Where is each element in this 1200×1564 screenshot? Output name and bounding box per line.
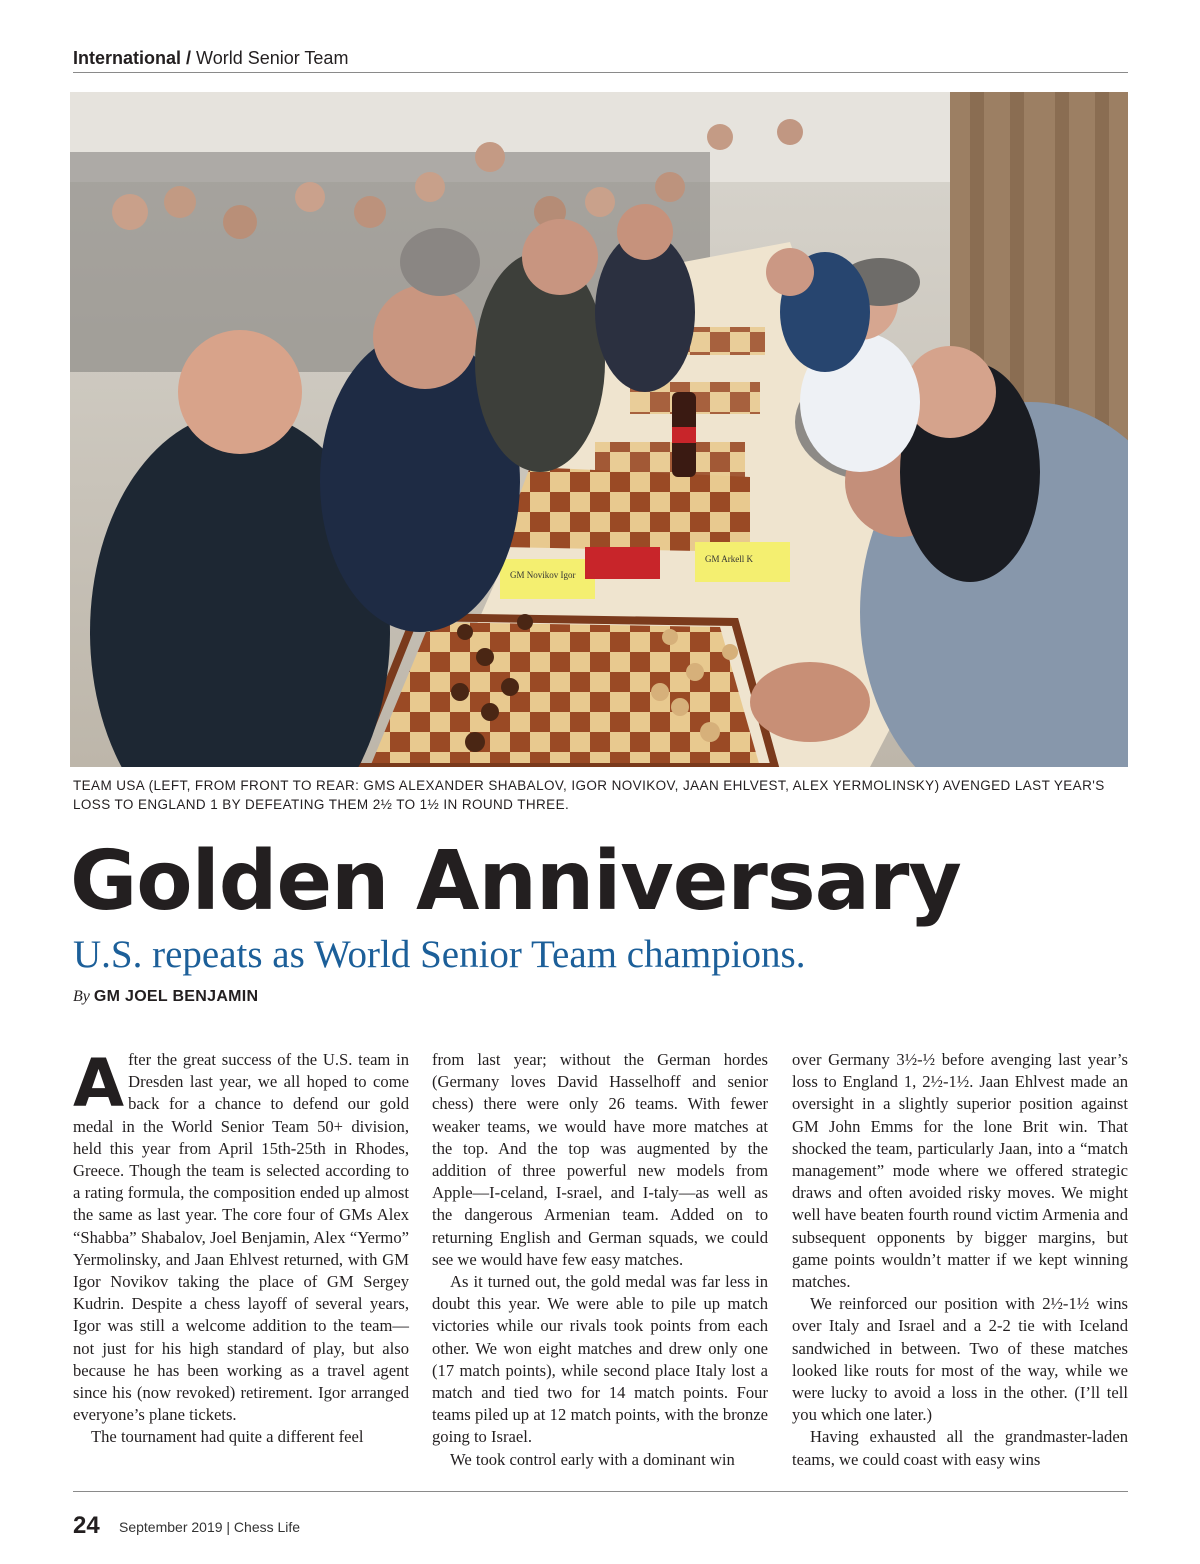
body-column-2 xyxy=(432,1049,768,1471)
byline-prefix: By xyxy=(73,988,90,1005)
body-column-3 xyxy=(792,1049,1128,1471)
paragraph: Having exhausted all the grandmaster-laden teams, we could coast with easy wins xyxy=(792,1427,1128,1469)
paragraph: We took control early with a dominant win xyxy=(450,1449,735,1469)
paragraph: over Germany 3½-½ before avenging last year’s loss to England 1, 2½-1½. Jaan Ehlvest made an oversight in a slightly superior position against GM John Emms for the lone Brit win. That shocked the team, particularly Jaan, into a “match management” mode where we offered strategic draws and often avoided risky moves. We might well have beaten fourth round victim Armenia and subsequent opponents by bigger margins, but game points wouldn’t matter if we kept winning matches. xyxy=(792,1050,1128,1292)
paragraph: As it turned out, the gold medal was far less in doubt this year. We were able to pile up match victories while our rivals took points from each other. We won eight matches and drew only one (17 match points), while second place Italy lost a match and tied two for 14 match points. Four teams piled up at 12 match points, with the bronze going to Israel. xyxy=(432,1272,768,1447)
body-column-1 xyxy=(73,1045,409,1449)
photo-caption: TEAM USA (LEFT, FROM FRONT TO REAR: GMS ALEXANDER SHABALOV, IGOR NOVIKOV, JAAN EHLVEST, ALEX YERMOLINSKY) AVENGED LAST YEAR'S LOSS TO ENGLAND 1 BY DEFEATING THEM 2½ TO 1½ IN ROUND THREE. xyxy=(73,778,1105,812)
paragraph: from last year; without the German hordes (Germany loves David Hasselhoff and senior chess) there were only 26 teams. With fewer weaker teams, we would have more matches at the top. And the top was augmented by the addition of three powerful new models from Apple—I-celand, I-srael, and I-taly—as well as the dangerous Armenian team. Added on to returning English and German squads, we could see we would have few easy matches. xyxy=(432,1050,768,1269)
paragraph-text: fter the great success of the U.S. team in Dresden last year, we all hoped to come back for a chance to defend our gold medal in the World Senior Team 50+ division, held this year from April 15th-25th in Rhodes, Greece. Though the team is selected according to a rating formula, the composition ended up almost the same as last year. The core four of GMs Alex “Shabba” Shabalov, Joel Benjamin, Alex “Yermo” Yermolinsky, and Jaan Ehlvest returned, with GM Igor Novikov taking the place of GM Sergey Kudrin. Despite a chess layoff of several years, Igor was still a welcome addition to the team—not just for his high standard of play, but also because he has been working as a travel agent since his (now revoked) retirement. Igor arranged everyone’s plane tickets. xyxy=(73,1050,409,1425)
page-number: 24 xyxy=(73,1512,100,1539)
running-header xyxy=(73,46,1128,73)
author-name: GM JOEL BENJAMIN xyxy=(93,988,259,1005)
article-subtitle: U.S. repeats as World Senior Team champions. xyxy=(73,933,806,976)
name-card-novikov: GM Novikov Igor xyxy=(510,570,576,580)
byline xyxy=(73,986,258,1008)
header-subsection: World Senior Team xyxy=(196,48,349,68)
page-footer xyxy=(73,1491,1128,1542)
issue-info: September 2019 | Chess Life xyxy=(119,1519,301,1535)
paragraph: We reinforced our position with 2½-1½ wins over Italy and Israel and a 2-2 tie with Iceland sandwiched in between. Two of these matches looked like routs for most of the way, while we were lucky to avoid a loss in the other. (I’ll tell you which one later.) xyxy=(792,1294,1128,1425)
paragraph: The tournament had quite a different feel xyxy=(91,1427,364,1447)
drop-cap: A xyxy=(73,1045,125,1122)
header-section: International / xyxy=(73,48,192,68)
article-title: Golden Anniversary xyxy=(70,834,961,929)
paragraph xyxy=(73,1045,409,1426)
article-photo xyxy=(70,92,1128,767)
name-card-arkell: GM Arkell K xyxy=(705,554,753,564)
